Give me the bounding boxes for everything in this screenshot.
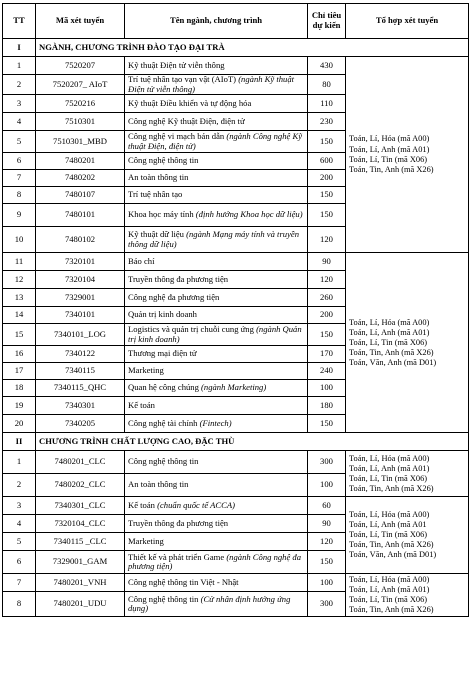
- admission-code: 7340301: [36, 397, 125, 415]
- quota-value: 150: [308, 187, 346, 204]
- program-note: (ngành Công nghệ đa phương tiện): [128, 551, 302, 572]
- program-name-cell: [125, 380, 308, 397]
- program-note: (ngành Mạng máy tính và truyền thông dữ liệu): [128, 229, 300, 249]
- quota-value: 60: [308, 497, 346, 515]
- row-number: 6: [3, 153, 36, 170]
- quota-value: 100: [308, 474, 346, 497]
- row-number: 16: [3, 346, 36, 363]
- program-name: An toàn thông tin: [128, 172, 189, 183]
- program-name: Báo chí: [128, 255, 155, 266]
- program-name: Công nghệ đa phương tiện: [128, 291, 220, 302]
- program-name: Công nghệ thông tin: [128, 456, 199, 467]
- quota-value: 100: [308, 574, 346, 592]
- row-number: 8: [3, 187, 36, 204]
- admission-code: 7340101: [36, 307, 125, 324]
- quota-value: 150: [308, 324, 346, 346]
- program-name-cell: [125, 592, 308, 617]
- quota-value: 260: [308, 289, 346, 307]
- program-name-cell: [125, 574, 308, 592]
- quota-value: 150: [308, 131, 346, 153]
- program-name: Công nghệ tài chính: [128, 417, 200, 428]
- program-name: Quan hệ công chúng: [128, 382, 202, 393]
- subject-combinations: Toán, Lí, Hóa (mã A00) Toán, Lí, Anh (mã A01 Toán, Lí, Tin (mã X06) Toán, Tin, Anh (mã X26) Toán, Văn, Anh (mã D01): [346, 497, 469, 574]
- program-name-cell: [125, 346, 308, 363]
- admission-code: 7340115 _CLC: [36, 533, 125, 551]
- section-number: I: [3, 39, 36, 57]
- admission-code: 7480202: [36, 170, 125, 187]
- quota-value: 600: [308, 153, 346, 170]
- quota-value: 120: [308, 227, 346, 253]
- program-name-cell: [125, 95, 308, 113]
- row-number: 10: [3, 227, 36, 253]
- row-number: 1: [3, 57, 36, 75]
- program-name-cell: [125, 57, 308, 75]
- header-combo: Tổ hợp xét tuyển: [346, 4, 469, 39]
- program-name: An toàn thông tin: [128, 479, 189, 490]
- section-title: CHƯƠNG TRÌNH CHẤT LƯỢNG CAO, ĐẶC THÙ: [36, 433, 469, 451]
- admission-code: 7340115: [36, 363, 125, 380]
- program-note: (ngành Kỹ thuật Điện tử viễn thông): [128, 74, 295, 94]
- program-name: Logistics và quản trị chuỗi cung ứng: [128, 324, 257, 335]
- subject-combinations: Toán, Lí, Hóa (mã A00) Toán, Lí, Anh (mã A01) Toán, Lí, Tin (mã X06) Toán, Tin, Anh (mã X26) Toán, Văn, Anh (mã D01): [346, 253, 469, 433]
- table-row: [3, 57, 469, 75]
- row-number: 12: [3, 271, 36, 289]
- program-name-cell: [125, 397, 308, 415]
- admission-code: 7480201_CLC: [36, 451, 125, 474]
- quota-value: 80: [308, 75, 346, 95]
- program-name: Quản trị kinh doanh: [128, 309, 197, 320]
- row-number: 1: [3, 451, 36, 474]
- row-number: 5: [3, 533, 36, 551]
- program-name-cell: [125, 497, 308, 515]
- program-name: Trí tuệ nhân tạo vạn vật (AIoT): [128, 74, 239, 84]
- program-name-cell: [125, 551, 308, 574]
- program-note: (Fintech): [199, 417, 232, 428]
- admission-code: 7340301_CLC: [36, 497, 125, 515]
- section-title: NGÀNH, CHƯƠNG TRÌNH ĐÀO TẠO ĐẠI TRÀ: [36, 39, 469, 57]
- admission-code: 7480202_CLC: [36, 474, 125, 497]
- program-name-cell: [125, 204, 308, 227]
- table-row: [3, 574, 469, 592]
- program-name-cell: [125, 131, 308, 153]
- admission-code: 7480201_VNH: [36, 574, 125, 592]
- program-name: Công nghệ thông tin: [128, 593, 201, 604]
- quota-value: 90: [308, 253, 346, 271]
- quota-value: 120: [308, 271, 346, 289]
- program-name: Truyền thông đa phương tiện: [128, 517, 229, 528]
- program-name-cell: [125, 363, 308, 380]
- row-number: 18: [3, 380, 36, 397]
- quota-value: 150: [308, 415, 346, 433]
- quota-value: 90: [308, 515, 346, 533]
- section-row: [3, 433, 469, 451]
- quota-value: 170: [308, 346, 346, 363]
- quota-value: 240: [308, 363, 346, 380]
- program-name: Thương mại điện tử: [128, 348, 197, 359]
- quota-value: 120: [308, 533, 346, 551]
- row-number: 6: [3, 551, 36, 574]
- admission-code: 7480107: [36, 187, 125, 204]
- admission-code: 7480201_UDU: [36, 592, 125, 617]
- admission-code: 7329001: [36, 289, 125, 307]
- header-tt: TT: [3, 4, 36, 39]
- admission-code: 7480101: [36, 204, 125, 227]
- quota-value: 100: [308, 380, 346, 397]
- row-number: 17: [3, 363, 36, 380]
- program-name: Trí tuệ nhân tạo: [128, 189, 183, 200]
- program-name: Khoa học máy tính: [128, 209, 196, 220]
- program-name: Kế toán: [128, 399, 155, 410]
- header-program: Tên ngành, chương trình: [125, 4, 308, 39]
- admission-code: 7320104: [36, 271, 125, 289]
- program-name-cell: [125, 153, 308, 170]
- row-number: 5: [3, 131, 36, 153]
- program-name: Kế toán: [128, 499, 158, 510]
- table-row: [3, 497, 469, 515]
- row-number: 14: [3, 307, 36, 324]
- admission-code: 7320104_CLC: [36, 515, 125, 533]
- row-number: 3: [3, 95, 36, 113]
- admission-code: 7520216: [36, 95, 125, 113]
- program-name: Kỹ thuật Điện tử viễn thông: [128, 59, 225, 70]
- row-number: 9: [3, 204, 36, 227]
- header-row: [3, 4, 469, 39]
- program-name-cell: [125, 75, 308, 95]
- quota-value: 300: [308, 592, 346, 617]
- program-note: (ngành Quản trị kinh doanh): [128, 324, 302, 344]
- admission-code: 7520207_ AIoT: [36, 75, 125, 95]
- row-number: 2: [3, 75, 36, 95]
- row-number: 19: [3, 397, 36, 415]
- program-name-cell: [125, 515, 308, 533]
- section-row: [3, 39, 469, 57]
- program-name-cell: [125, 170, 308, 187]
- admission-code: 7340101_LOG: [36, 324, 125, 346]
- program-name: Kỹ thuật dữ liệu: [128, 229, 187, 240]
- quota-value: 150: [308, 204, 346, 227]
- row-number: 20: [3, 415, 36, 433]
- program-name-cell: [125, 451, 308, 474]
- admission-code: 7340115_QHC: [36, 380, 125, 397]
- program-name-cell: [125, 289, 308, 307]
- quota-value: 180: [308, 397, 346, 415]
- program-note: (định hướng Khoa học dữ liệu): [195, 209, 303, 220]
- header-quota: Chỉ tiêu dự kiến: [308, 4, 346, 39]
- row-number: 4: [3, 515, 36, 533]
- program-name: Công nghệ vi mạch bán dẫn: [128, 131, 227, 142]
- table-row: [3, 451, 469, 474]
- row-number: 4: [3, 113, 36, 131]
- program-name-cell: [125, 253, 308, 271]
- quota-value: 200: [308, 170, 346, 187]
- program-name: Công nghệ thông tin: [128, 155, 199, 166]
- admission-code: 7340122: [36, 346, 125, 363]
- row-number: 7: [3, 574, 36, 592]
- program-name: Công nghệ Kỹ thuật Điện, điện tử: [128, 115, 245, 126]
- admission-table: [2, 3, 469, 617]
- section-number: II: [3, 433, 36, 451]
- row-number: 8: [3, 592, 36, 617]
- program-name-cell: [125, 533, 308, 551]
- program-name: Công nghệ thông tin Việt - Nhật: [128, 576, 239, 587]
- program-name: Kỹ thuật Điều khiển và tự động hóa: [128, 97, 252, 108]
- quota-value: 230: [308, 113, 346, 131]
- admission-code: 7340205: [36, 415, 125, 433]
- table-row: [3, 253, 469, 271]
- program-name-cell: [125, 474, 308, 497]
- quota-value: 150: [308, 551, 346, 574]
- program-name-cell: [125, 271, 308, 289]
- admission-code: 7329001_GAM: [36, 551, 125, 574]
- admission-code: 7510301: [36, 113, 125, 131]
- program-note: (chuẩn quốc tế ACCA): [157, 499, 236, 510]
- row-number: 15: [3, 324, 36, 346]
- quota-value: 110: [308, 95, 346, 113]
- program-note: (ngành Công nghệ Kỹ thuật Điện, điện tử): [128, 131, 303, 151]
- quota-value: 300: [308, 451, 346, 474]
- admission-code: 7480102: [36, 227, 125, 253]
- program-note: (ngành Marketing): [201, 382, 267, 393]
- row-number: 3: [3, 497, 36, 515]
- admission-code: 7320101: [36, 253, 125, 271]
- program-name: Marketing: [128, 365, 164, 376]
- admission-code: 7480201: [36, 153, 125, 170]
- quota-value: 430: [308, 57, 346, 75]
- program-name-cell: [125, 415, 308, 433]
- admission-code: 7520207: [36, 57, 125, 75]
- program-note: (Cử nhân định hướng ứng dụng): [128, 593, 291, 614]
- subject-combinations: Toán, Lí, Hóa (mã A00) Toán, Lí, Anh (mã A01) Toán, Lí, Tin (mã X06) Toán, Tin, Anh (mã X26): [346, 451, 469, 497]
- program-name-cell: [125, 324, 308, 346]
- program-name-cell: [125, 227, 308, 253]
- subject-combinations: Toán, Lí, Hóa (mã A00) Toán, Lí, Anh (mã A01) Toán, Lí, Tin (mã X06) Toán, Tin, Anh (mã X26): [346, 57, 469, 253]
- program-name-cell: [125, 113, 308, 131]
- program-name: Marketing: [128, 535, 164, 546]
- program-name-cell: [125, 187, 308, 204]
- row-number: 13: [3, 289, 36, 307]
- subject-combinations: Toán, Lí, Hóa (mã A00) Toán, Lí, Anh (mã A01) Toán, Lí, Tin (mã X06) Toán, Tin, Anh (mã X26): [346, 574, 469, 617]
- row-number: 11: [3, 253, 36, 271]
- admission-code: 7510301_MBD: [36, 131, 125, 153]
- program-name: Thiết kế và phát triển Game: [128, 551, 227, 562]
- quota-value: 200: [308, 307, 346, 324]
- header-code: Mã xét tuyển: [36, 4, 125, 39]
- row-number: 2: [3, 474, 36, 497]
- program-name: Truyền thông đa phương tiện: [128, 273, 229, 284]
- program-name-cell: [125, 307, 308, 324]
- row-number: 7: [3, 170, 36, 187]
